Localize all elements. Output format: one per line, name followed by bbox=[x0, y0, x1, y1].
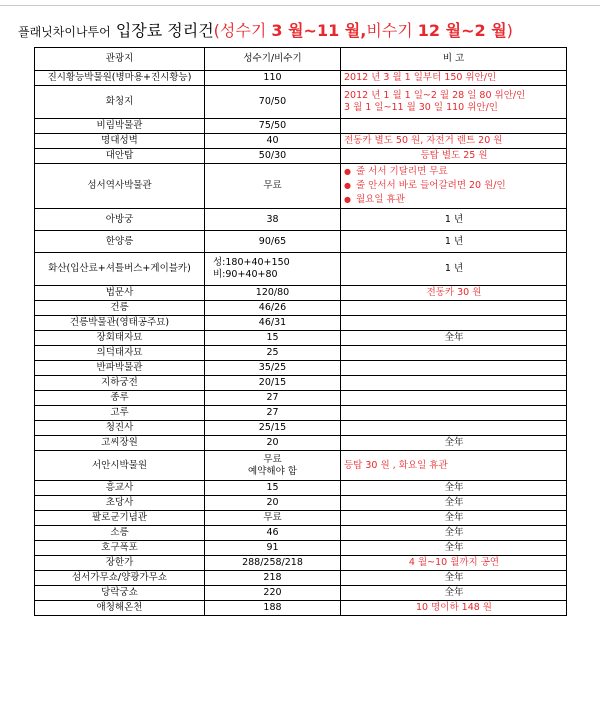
notes-bullet: ● 줄 서서 기달리면 무료 bbox=[344, 165, 564, 179]
table-row bbox=[35, 119, 567, 134]
table-row bbox=[35, 86, 567, 119]
price-cell bbox=[205, 209, 341, 231]
notes-cell bbox=[341, 119, 567, 134]
notes-cell bbox=[341, 541, 567, 556]
site-name-cell: 화산(입산료+셔틀버스+게이블카) bbox=[35, 253, 205, 286]
notes-cell bbox=[341, 164, 567, 209]
site-name-cell: 법문사 bbox=[35, 286, 205, 301]
notes-line: 1 년 bbox=[444, 263, 464, 274]
price-cell bbox=[205, 436, 341, 451]
table-row bbox=[35, 231, 567, 253]
notes-line: 등탑 별도 25 원 bbox=[420, 150, 488, 161]
site-name-cell: 섬서역사박물관 bbox=[35, 164, 205, 209]
notes-cell bbox=[341, 436, 567, 451]
notes-cell bbox=[341, 511, 567, 526]
table-row bbox=[35, 586, 567, 601]
site-name-cell: 호구폭포 bbox=[35, 541, 205, 556]
notes-line: 全年 bbox=[444, 437, 464, 448]
notes-line: 全年 bbox=[444, 482, 464, 493]
notes-cell bbox=[341, 451, 567, 481]
site-name-cell: 서안시박물원 bbox=[35, 451, 205, 481]
price-line: 무료 bbox=[263, 512, 282, 523]
price-cell bbox=[205, 134, 341, 149]
table-row bbox=[35, 164, 567, 209]
site-name-cell: 초당사 bbox=[35, 496, 205, 511]
notes-line: 1 년 bbox=[444, 213, 464, 225]
notes-line: 2012 년 1 월 1 일~2 월 28 일 80 위안/인 bbox=[344, 90, 526, 101]
price-line: 예약해야 함 bbox=[248, 465, 297, 477]
price-line: 25/15 bbox=[258, 422, 287, 433]
title-open: ( bbox=[213, 21, 220, 40]
table-row bbox=[35, 253, 567, 286]
price-line: 46 bbox=[266, 527, 279, 538]
notes-line: 2012 년 3 월 1 일부터 150 위안/인 bbox=[344, 72, 497, 83]
price-cell bbox=[205, 346, 341, 361]
site-name-cell: 한양릉 bbox=[35, 231, 205, 253]
price-cell bbox=[205, 149, 341, 164]
table-row bbox=[35, 346, 567, 361]
site-name-cell: 의덕태자묘 bbox=[35, 346, 205, 361]
notes-line: 3 월 1 일~11 월 30 일 110 위안/인 bbox=[344, 102, 498, 113]
site-name-cell: 흥교사 bbox=[35, 481, 205, 496]
price-cell bbox=[205, 331, 341, 346]
title-sep: , bbox=[360, 21, 367, 40]
notes-line: 1 년 bbox=[444, 235, 464, 247]
site-name-cell: 팔로군기념관 bbox=[35, 511, 205, 526]
site-name-cell: 섬서가무쇼/양광가무쇼 bbox=[35, 571, 205, 586]
title-close: ) bbox=[506, 21, 513, 40]
title-prefix: 플래닛차이나투어 bbox=[18, 25, 111, 39]
price-line: 15 bbox=[266, 482, 279, 493]
notes-line: 4 월~10 월까지 공연 bbox=[408, 557, 500, 568]
table-row bbox=[35, 391, 567, 406]
notes-cell bbox=[341, 481, 567, 496]
site-name-cell: 대안탑 bbox=[35, 149, 205, 164]
site-name-cell: 비림박물관 bbox=[35, 119, 205, 134]
site-name-cell: 장회태자묘 bbox=[35, 331, 205, 346]
price-line: 220 bbox=[263, 587, 282, 598]
price-cell bbox=[205, 526, 341, 541]
notes-cell bbox=[341, 316, 567, 331]
title-off-label: 비수기 bbox=[366, 21, 413, 40]
price-line: 110 bbox=[263, 72, 282, 83]
table-row bbox=[35, 376, 567, 391]
price-line: 15 bbox=[266, 332, 279, 343]
notes-cell bbox=[341, 496, 567, 511]
header-site: 관광지 bbox=[35, 48, 205, 71]
site-name-cell: 소릉 bbox=[35, 526, 205, 541]
price-line: 46/26 bbox=[258, 302, 287, 313]
notes-cell bbox=[341, 361, 567, 376]
notes-cell bbox=[341, 376, 567, 391]
table-row bbox=[35, 526, 567, 541]
notes-cell bbox=[341, 253, 567, 286]
table-row bbox=[35, 361, 567, 376]
price-line: 27 bbox=[266, 392, 279, 403]
site-name-cell: 지하궁전 bbox=[35, 376, 205, 391]
notes-cell bbox=[341, 571, 567, 586]
site-name-cell: 진시황능박물원(병마용+진시황능) bbox=[35, 71, 205, 86]
table-row bbox=[35, 436, 567, 451]
notes-cell bbox=[341, 346, 567, 361]
price-line: 성:180+40+150 bbox=[213, 257, 290, 268]
price-cell bbox=[205, 406, 341, 421]
notes-bullet: ● 줄 안서서 바로 들어갈려면 20 원/인 bbox=[344, 179, 564, 193]
price-line: 20 bbox=[266, 497, 279, 508]
header-notes: 비 고 bbox=[341, 48, 567, 71]
notes-line: 全年 bbox=[444, 332, 464, 343]
admission-table bbox=[34, 47, 567, 616]
table-row bbox=[35, 511, 567, 526]
price-line: 120/80 bbox=[255, 287, 290, 298]
price-cell bbox=[205, 119, 341, 134]
price-cell bbox=[205, 164, 341, 209]
price-cell bbox=[205, 253, 341, 286]
notes-cell bbox=[341, 391, 567, 406]
price-cell bbox=[205, 496, 341, 511]
site-name-cell: 반파박물관 bbox=[35, 361, 205, 376]
table-row bbox=[35, 406, 567, 421]
price-cell bbox=[205, 361, 341, 376]
price-cell bbox=[205, 556, 341, 571]
notes-line: 全年 bbox=[444, 497, 464, 508]
price-cell bbox=[205, 601, 341, 616]
price-line: 무료 bbox=[263, 453, 282, 465]
notes-line: 전동카 30 원 bbox=[426, 287, 482, 298]
title-peak-range: 3 월~11 월 bbox=[271, 21, 361, 40]
price-line: 46/31 bbox=[258, 317, 287, 328]
price-line: 38 bbox=[266, 213, 279, 225]
page-title bbox=[18, 20, 513, 43]
table-row bbox=[35, 286, 567, 301]
table-row bbox=[35, 134, 567, 149]
price-line: 90/65 bbox=[258, 235, 287, 247]
site-name-cell: 종루 bbox=[35, 391, 205, 406]
price-line: 무료 bbox=[263, 180, 282, 191]
table-row bbox=[35, 556, 567, 571]
price-cell bbox=[205, 231, 341, 253]
price-cell bbox=[205, 511, 341, 526]
notes-cell bbox=[341, 286, 567, 301]
price-line: 20 bbox=[266, 437, 279, 448]
notes-cell bbox=[341, 71, 567, 86]
table-row bbox=[35, 541, 567, 556]
price-line: 27 bbox=[266, 407, 279, 418]
site-name-cell: 아방궁 bbox=[35, 209, 205, 231]
title-main: 입장료 정리건 bbox=[115, 21, 214, 40]
site-name-cell: 명대성벽 bbox=[35, 134, 205, 149]
notes-cell bbox=[341, 134, 567, 149]
price-line: 70/50 bbox=[258, 96, 287, 107]
price-line: 188 bbox=[263, 602, 282, 613]
price-cell bbox=[205, 541, 341, 556]
notes-cell bbox=[341, 86, 567, 119]
notes-cell bbox=[341, 586, 567, 601]
table-row bbox=[35, 571, 567, 586]
price-cell bbox=[205, 571, 341, 586]
price-line: 50/30 bbox=[258, 150, 287, 161]
notes-line: 全年 bbox=[444, 542, 464, 553]
price-cell bbox=[205, 586, 341, 601]
notes-cell bbox=[341, 526, 567, 541]
price-line: 비:90+40+80 bbox=[213, 269, 278, 280]
site-name-cell: 청진사 bbox=[35, 421, 205, 436]
price-line: 40 bbox=[266, 135, 279, 146]
notes-cell bbox=[341, 406, 567, 421]
title-peak-label: 성수기 bbox=[219, 21, 267, 40]
site-name-cell: 건릉박물관(영태공주묘) bbox=[35, 316, 205, 331]
top-rule bbox=[0, 5, 600, 6]
notes-cell bbox=[341, 209, 567, 231]
price-cell bbox=[205, 391, 341, 406]
price-line: 218 bbox=[263, 572, 282, 583]
price-cell bbox=[205, 86, 341, 119]
notes-cell bbox=[341, 556, 567, 571]
table-row bbox=[35, 316, 567, 331]
notes-line: 全年 bbox=[444, 512, 464, 523]
price-cell bbox=[205, 421, 341, 436]
site-name-cell: 고씨장원 bbox=[35, 436, 205, 451]
table-row bbox=[35, 209, 567, 231]
table-row bbox=[35, 481, 567, 496]
site-name-cell: 화청지 bbox=[35, 86, 205, 119]
price-line: 25 bbox=[266, 347, 279, 358]
notes-cell bbox=[341, 331, 567, 346]
table-row bbox=[35, 71, 567, 86]
table-row bbox=[35, 149, 567, 164]
table-row bbox=[35, 331, 567, 346]
notes-line: 全年 bbox=[444, 587, 464, 598]
table-row bbox=[35, 451, 567, 481]
title-off-range: 12 월~2 월 bbox=[417, 21, 507, 40]
site-name-cell: 고루 bbox=[35, 406, 205, 421]
price-line: 35/25 bbox=[258, 362, 287, 373]
price-cell bbox=[205, 451, 341, 481]
site-name-cell: 당락궁쇼 bbox=[35, 586, 205, 601]
notes-line: 등탑 30 원 , 화요일 휴관 bbox=[344, 459, 448, 471]
price-cell bbox=[205, 376, 341, 391]
price-cell bbox=[205, 301, 341, 316]
price-cell bbox=[205, 71, 341, 86]
notes-cell bbox=[341, 301, 567, 316]
header-price: 성수기/비수기 bbox=[205, 48, 341, 71]
price-line: 20/15 bbox=[258, 377, 287, 388]
notes-line: 全年 bbox=[444, 572, 464, 583]
notes-line: 全年 bbox=[444, 527, 464, 538]
notes-line: 10 명이하 148 원 bbox=[416, 602, 492, 613]
table-body bbox=[35, 71, 567, 616]
table-header-row bbox=[35, 48, 567, 71]
price-cell bbox=[205, 286, 341, 301]
notes-cell bbox=[341, 149, 567, 164]
site-name-cell: 건릉 bbox=[35, 301, 205, 316]
site-name-cell: 애청해온천 bbox=[35, 601, 205, 616]
price-line: 75/50 bbox=[258, 120, 287, 131]
notes-cell bbox=[341, 231, 567, 253]
price-cell bbox=[205, 316, 341, 331]
table-row bbox=[35, 421, 567, 436]
table-row bbox=[35, 601, 567, 616]
price-cell bbox=[205, 481, 341, 496]
price-line: 288/258/218 bbox=[242, 557, 303, 568]
notes-cell bbox=[341, 421, 567, 436]
notes-cell bbox=[341, 601, 567, 616]
notes-line: 전동카 별도 50 원, 자전거 렌트 20 원 bbox=[344, 135, 503, 146]
price-line: 91 bbox=[266, 542, 279, 553]
table-row bbox=[35, 301, 567, 316]
table-row bbox=[35, 496, 567, 511]
notes-bullet: ● 월요일 휴관 bbox=[344, 193, 564, 207]
site-name-cell: 장한가 bbox=[35, 556, 205, 571]
